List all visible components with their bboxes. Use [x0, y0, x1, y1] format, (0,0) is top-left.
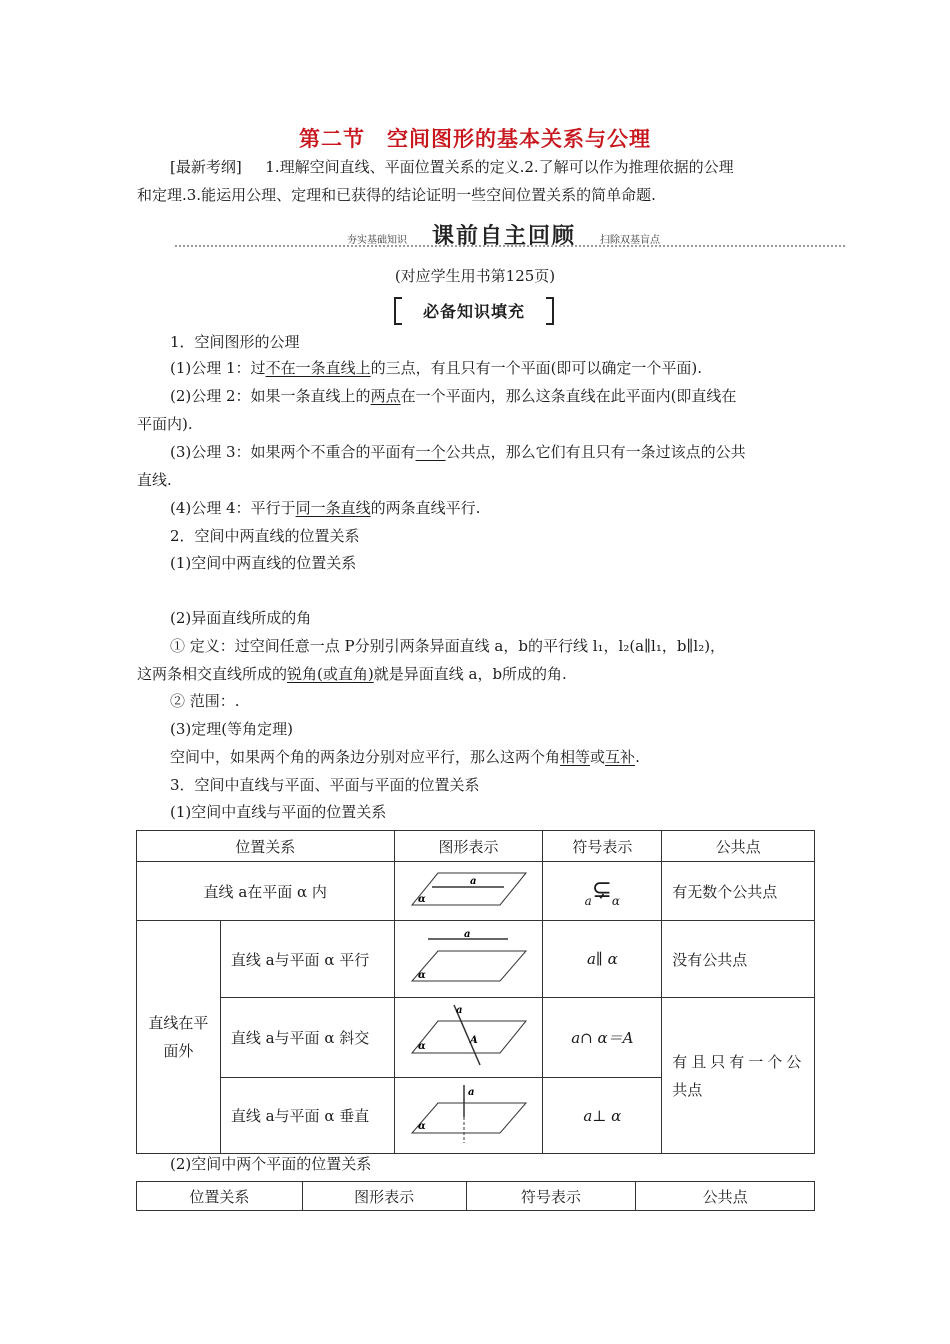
s3-p1: (1)空间中直线与平面的位置关系: [170, 803, 387, 821]
symbol-parallel: a∥ α: [543, 921, 662, 998]
axiom-1-answer: 不在一条直线上: [265, 359, 371, 377]
header-relation: 位置关系: [137, 1182, 303, 1211]
figure-parallel: [394, 921, 543, 998]
header-common: 公共点: [636, 1182, 815, 1211]
fig-label-a: a: [456, 1004, 463, 1016]
s2-p1: (1)空间中两直线的位置关系: [170, 554, 357, 572]
fig-label-alpha: α: [418, 894, 427, 905]
s2-heading: 2．空间中两直线的位置关系: [170, 527, 360, 545]
s1-heading: 1．空间图形的公理: [170, 333, 300, 351]
outline-line-2: 和定理.3.能运用公理、定理和已获得的结论证明一些空间位置关系的简单命题.: [137, 186, 656, 204]
header-symbol: 符号表示: [543, 831, 662, 862]
figure-in-plane: [394, 862, 543, 921]
theorem-answer-1: 相等: [560, 748, 591, 766]
banner-center: 课前自主回顾: [432, 224, 577, 249]
axiom-3-line2: 直线.: [137, 471, 172, 489]
table-row: [137, 998, 815, 1078]
axiom-4: [170, 498, 480, 518]
header-figure: 图形表示: [302, 1182, 466, 1211]
theorem-answer-2: 互补: [605, 748, 636, 766]
section-heading: 必备知识填充: [422, 302, 525, 321]
fig-label-A: A: [470, 1034, 479, 1046]
table-header-row: [137, 831, 815, 862]
relation-in-plane: 直线 a在平面 α 内: [137, 862, 395, 921]
figure-parallel-svg: [408, 929, 528, 985]
header-relation: 位置关系: [137, 831, 395, 862]
definition-line-1: ① 定义：过空间任意一点 P分别引两条异面直线 a，b的平行线 l₁，l₂(a∥l₁，b∥l₂)，: [170, 637, 726, 655]
header-common: 公共点: [662, 831, 815, 862]
axiom-1-post: 的三点，有且只有一个平面(即可以确定一个平面).: [370, 359, 703, 377]
table-header-row: [137, 1182, 815, 1211]
definition-line-2: [137, 664, 567, 684]
axiom-3-pre: (3)公理 3：如果两个不重合的平面有: [170, 443, 416, 461]
fig-label-alpha: α: [418, 1120, 427, 1132]
symbol-oblique: a∩ α＝A: [543, 998, 662, 1078]
relation-parallel: 直线 a与平面 α 平行: [220, 921, 394, 998]
fig-label-a: a: [470, 876, 477, 887]
theorem-mid: 或: [590, 748, 606, 766]
fig-label-a: a: [464, 929, 471, 940]
fig-label-alpha: α: [418, 1040, 427, 1052]
theorem-pre: 空间中，如果两个角的两条边分别对应平行，那么这两个角: [170, 748, 561, 766]
axiom-4-pre: (4)公理 4：平行于: [170, 499, 296, 517]
axiom-2-post: 在一个平面内，那么这条直线在此平面内(即直线在: [400, 387, 737, 405]
axiom-3: [170, 442, 746, 462]
axiom-4-post: 的两条直线平行.: [370, 499, 481, 517]
common-one-point-2: 共点: [672, 1080, 703, 1099]
group-outside-plane: [137, 921, 221, 1154]
s2-p2: (2)异面直线所成的角: [170, 609, 312, 627]
plane-plane-table: [136, 1181, 815, 1211]
common-parallel: 没有公共点: [662, 921, 815, 998]
definition-answer: 锐角(或直角): [287, 665, 374, 683]
table-row: [137, 862, 815, 921]
axiom-4-answer: 同一条直线: [295, 499, 371, 517]
section-heading-box: [394, 297, 554, 323]
axiom-1: [170, 358, 702, 378]
common-one-point: [662, 998, 815, 1154]
s3-p2: (2)空间中两个平面的位置关系: [170, 1155, 372, 1173]
symbol-subset-icon: ⊊: [591, 874, 612, 903]
bracket-right: [546, 297, 554, 325]
axiom-3-post: 公共点，那么它们有且只有一条过该点的公共: [445, 443, 746, 461]
banner-right: 扫除双基盲点: [600, 235, 660, 246]
figure-oblique-svg: [408, 1003, 528, 1069]
symbol-perpendicular: a⊥ α: [543, 1078, 662, 1154]
theorem-line: [170, 747, 640, 767]
figure-line-in-plane-svg: [408, 869, 528, 909]
axiom-2-answer: 两点: [370, 387, 401, 405]
figure-perpendicular-svg: [408, 1081, 528, 1147]
common-one-point-1: 有且只有一个公: [672, 1052, 806, 1071]
group-label-1: 直线在平: [148, 1014, 209, 1032]
symbol-alpha: α: [611, 893, 621, 908]
table-row: [137, 921, 815, 998]
line-plane-table: [136, 830, 815, 1154]
relation-oblique: 直线 a与平面 α 斜交: [220, 998, 394, 1078]
banner-divider: [175, 245, 845, 247]
axiom-2-line2: 平面内).: [137, 415, 193, 433]
relation-perpendicular: 直线 a与平面 α 垂直: [220, 1078, 394, 1154]
definition-pre: 这两条相交直线所成的: [137, 665, 288, 683]
symbol-a: a: [584, 893, 592, 908]
header-figure: 图形表示: [394, 831, 543, 862]
banner-left: 夯实基础知识: [347, 235, 407, 246]
header-symbol: 符号表示: [466, 1182, 636, 1211]
common-in-plane: 有无数个公共点: [662, 862, 815, 921]
theorem-post: .: [635, 748, 640, 766]
fig-label-a: a: [468, 1086, 475, 1098]
range-line: ② 范围：.: [170, 692, 240, 710]
outline-text-1: 1.理解空间直线、平面位置关系的定义.2.了解可以作为推理依据的公理: [265, 158, 734, 176]
group-label-2: 面外: [163, 1042, 194, 1060]
axiom-1-pre: (1)公理 1：过: [170, 359, 266, 377]
symbol-in-plane: [543, 862, 662, 921]
s3-heading: 3．空间中直线与平面、平面与平面的位置关系: [170, 776, 480, 794]
definition-post: 就是异面直线 a，b所成的角.: [373, 665, 567, 683]
outline-line-1: [170, 157, 734, 177]
fig-label-alpha: α: [418, 970, 427, 981]
figure-perpendicular: [394, 1078, 543, 1154]
axiom-2-pre: (2)公理 2：如果一条直线上的: [170, 387, 371, 405]
figure-oblique: [394, 998, 543, 1078]
page-title: 第二节 空间图形的基本关系与公理: [299, 126, 651, 151]
s2-p3: (3)定理(等角定理): [170, 720, 293, 738]
outline-tag: [最新考纲]: [170, 158, 242, 176]
axiom-2: [170, 386, 736, 406]
page-reference: (对应学生用书第125页): [394, 267, 556, 285]
axiom-3-answer: 一个: [415, 443, 446, 461]
